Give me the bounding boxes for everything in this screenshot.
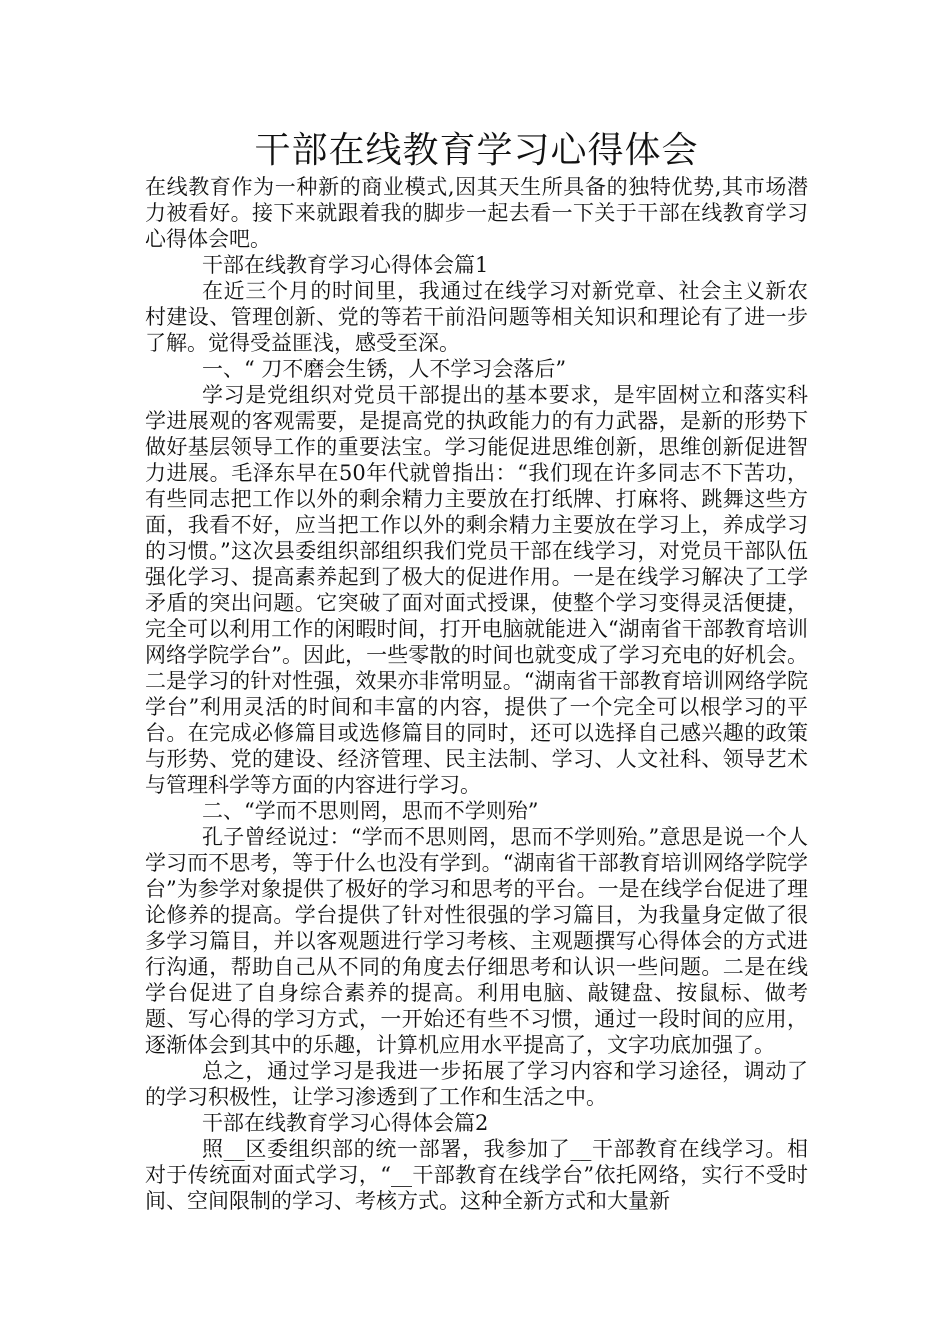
document-page: [145, 128, 808, 1214]
document-title: 干部在线教育学习心得体会: [254, 130, 699, 171]
paragraph-4: 总之，通过学习是我进一步拓展了学习内容和学习途径，调动了的学习积极性，让学习渗透到了工作和生活之中。: [145, 1059, 808, 1109]
paragraph-5: 照__区委组织部的统一部署，我参加了__干部教育在线学习。相对于传统面对面式学习，“__干部教育在线学台”依托网络，实行不受时间、空间限制的学习、考核方式。这种全新方式和大量新: [145, 1137, 808, 1213]
subheading-1: 一、“ 刀不磨会生锈，人不学习会落后”: [202, 357, 567, 381]
section-2-heading: 干部在线教育学习心得体会篇2: [202, 1111, 489, 1135]
intro-paragraph: 在线教育作为一种新的商业模式,因其天生所具备的独特优势,其市场潜力被看好。接下来就跟着我的脚步一起去看一下关于干部在线教育学习心得体会吧。: [145, 175, 808, 251]
section-1-heading: 干部在线教育学习心得体会篇1: [202, 253, 489, 277]
subheading-2: 二、“学而不思则罔，思而不学则殆”: [202, 799, 539, 823]
paragraph-3: 孔子曾经说过：“学而不思则罔，思而不学则殆。”意思是说一个人学习而不思考，等于什么也没有学到。“湖南省干部教育培训网络学院学台”为参学对象提供了极好的学习和思考的平台。一是在线学台促进了理论修养的提高。学台提供了针对性很强的学习篇目，为我量身定做了很多学习篇目，并以客观题进行学习考核、主观题撰写心得体会的方式进行沟通，帮助自己从不同的角度去仔细思考和认识一些问题。二是在线学台促进了自身综合素养的提高。利用电脑、敲键盘、按鼠标、做考题、写心得的学习方式，一开始还有些不习惯，通过一段时间的应用，逐渐体会到其中的乐趣，计算机应用水平提高了，文字功底加强了。: [145, 825, 808, 1057]
paragraph-1: 在近三个月的时间里，我通过在线学习对新党章、社会主义新农村建设、管理创新、党的等若干前沿问题等相关知识和理论有了进一步了解。觉得受益匪浅，感受至深。: [145, 279, 808, 355]
paragraph-2: 学习是党组织对党员干部提出的基本要求，是牢固树立和落实科学进展观的客观需要，是提高党的执政能力的有力武器，是新的形势下做好基层领导工作的重要法宝。学习能促进思维创新，思维创新促进智力进展。毛泽东早在50年代就曾指出：“我们现在许多同志不下苦功，有些同志把工作以外的剩余精力主要放在打纸牌、打麻将、跳舞这些方面，我看不好，应当把工作以外的剩余精力主要放在学习上，养成学习的习惯。”这次县委组织部组织我们党员干部在线学习，对党员干部队伍强化学习、提高素养起到了极大的促进作用。一是在线学习解决了工学矛盾的突出问题。它突破了面对面式授课，使整个学习变得灵活便捷，完全可以利用工作的闲暇时间，打开电脑就能进入“湖南省干部教育培训网络学院学台”。因此，一些零散的时间也就变成了学习充电的好机会。二是学习的针对性强，效果亦非常明显。“湖南省干部教育培训网络学院学台”利用灵活的时间和丰富的内容，提供了一个完全可以根学习的平台。在完成必修篇目或选修篇目的同时，还可以选择自己感兴趣的政策与形势、党的建设、经济管理、民主法制、学习、人文社科、领导艺术与管理科学等方面的内容进行学习。: [145, 383, 808, 797]
